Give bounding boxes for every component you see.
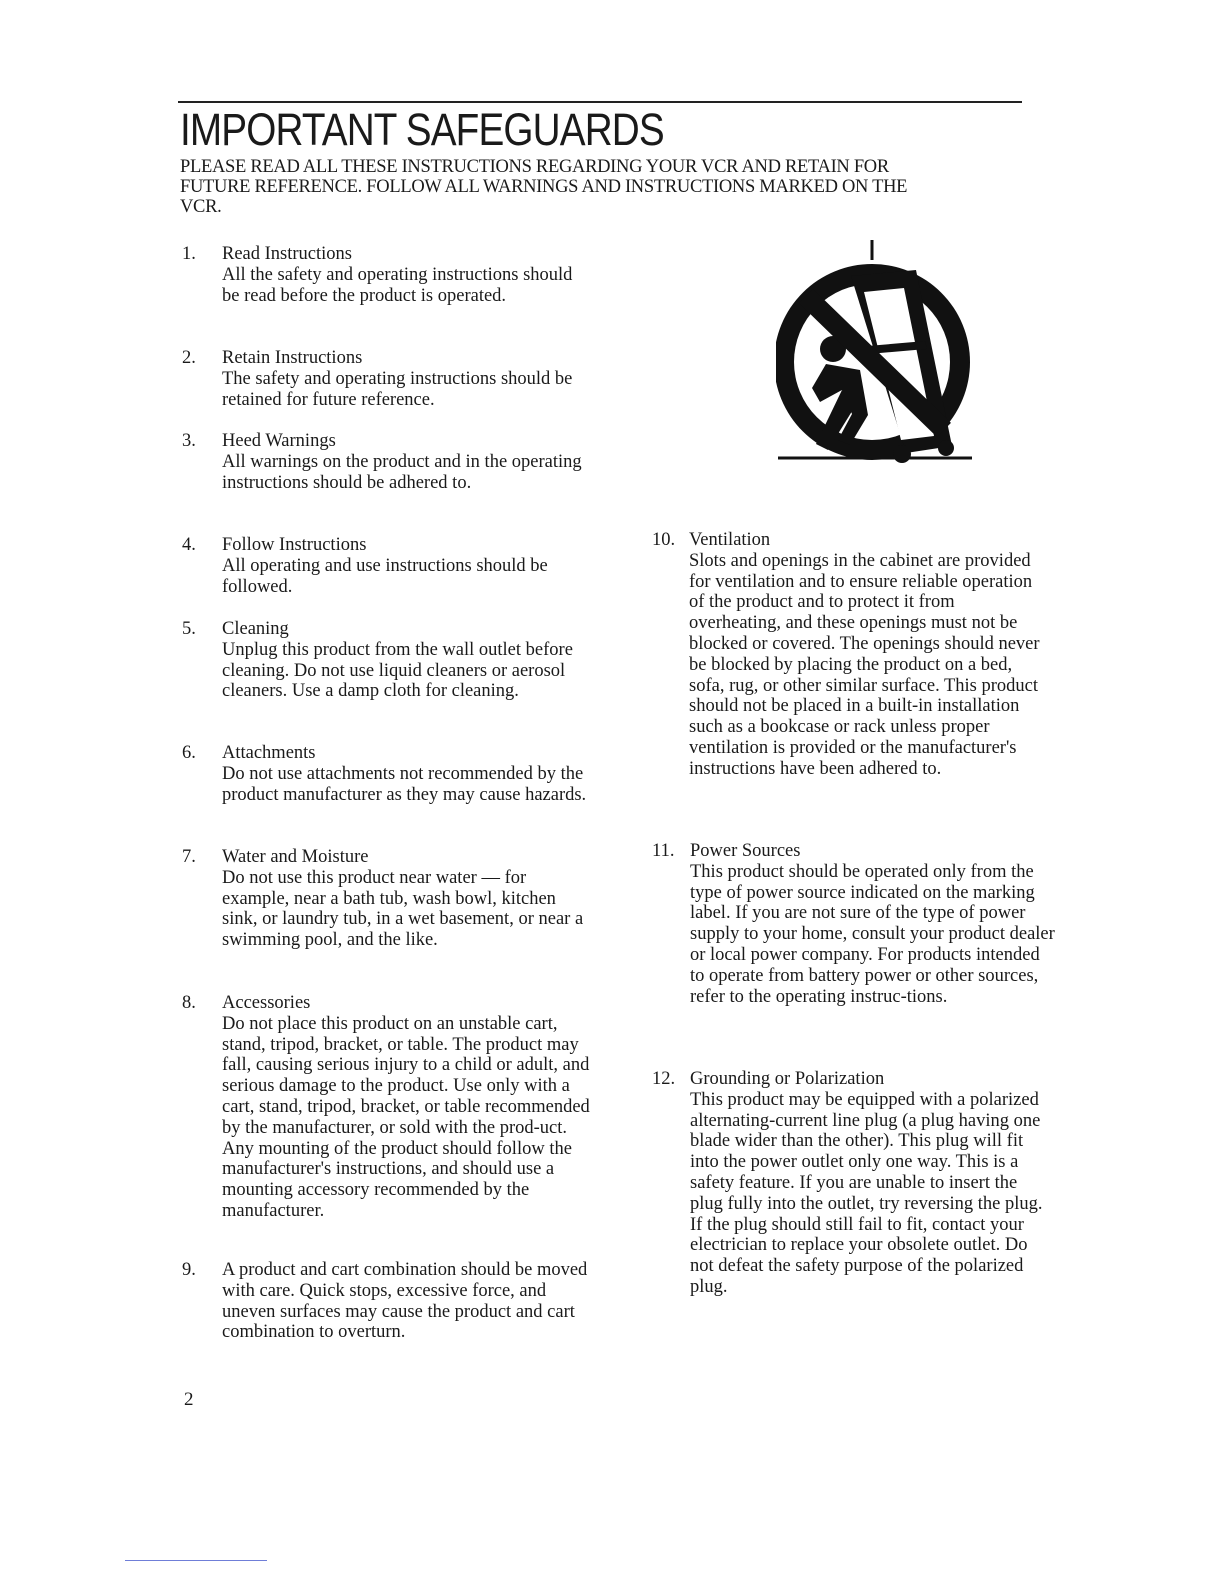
item-number: 8.: [182, 993, 196, 1013]
item-heading: Retain Instructions: [222, 348, 363, 368]
top-rule: [178, 101, 1022, 103]
item-number: 3.: [182, 431, 196, 451]
item-number: 9.: [182, 1260, 196, 1280]
item-text: Slots and openings in the cabinet are provided for ventilation and to ensure reliable operation of the product and to protect it from overheating, and these openings must not be blocked or covered. The openings should never be blocked by placing the product on a bed, sofa, rug, or other similar surface. This product should not be placed in a built-in installation such as a bookcase or rack unless proper ventilation is provided or the manufacturer's instructions have been adhered to.: [689, 550, 1040, 779]
item-heading: Power Sources: [690, 841, 801, 861]
item-text: Unplug this product from the wall outlet before cleaning. Do not use liquid cleaners or aerosol cleaners. Use a damp cloth for cleaning.: [222, 639, 573, 702]
item-heading: Accessories: [222, 993, 311, 1013]
item-text: Do not use this product near water — for example, near a bath tub, wash bowl, kitchen sink, or laundry tub, in a wet basement, or near a swimming pool, and the like.: [222, 867, 584, 951]
item-number: 2.: [182, 348, 196, 368]
item-number: 1.: [182, 244, 196, 264]
item-number: 6.: [182, 743, 196, 763]
item-heading: Cleaning: [222, 619, 289, 639]
item-heading: Follow Instructions: [222, 535, 367, 555]
item-heading: Read Instructions: [222, 244, 352, 264]
item-number: 11.: [652, 841, 675, 861]
item-heading: Attachments: [222, 743, 316, 763]
item-heading: Grounding or Polarization: [690, 1069, 885, 1089]
item-text: Do not place this product on an unstable cart, stand, tripod, bracket, or table. The product may fall, causing serious injury to a child or adult, and serious damage to the product. Use only with a cart, stand, tripod, bracket, or table recommended by the manufacturer, or sold with the prod-uct. Any mounting of the product should follow the manufacturer's instructions, and should use a mounting accessory recommended by the manufacturer.: [222, 1013, 590, 1221]
intro-line-2: FUTURE REFERENCE. FOLLOW ALL WARNINGS AND INSTRUCTIONS MARKED ON THE: [180, 177, 908, 197]
item-text: The safety and operating instructions should be retained for future reference.: [222, 368, 573, 410]
item-number: 12.: [652, 1069, 676, 1089]
intro-line-3: VCR.: [180, 197, 222, 217]
item-number: 5.: [182, 619, 196, 639]
item-number: 7.: [182, 847, 196, 867]
item-heading: Ventilation: [689, 530, 771, 550]
page-number: 2: [184, 1389, 194, 1410]
bottom-rule: [125, 1560, 267, 1561]
intro-text: [180, 157, 1040, 217]
item-text: Do not use attachments not recommended by the product manufacturer as they may cause hazards.: [222, 763, 587, 805]
item-text: All operating and use instructions should be followed.: [222, 555, 548, 597]
intro-line-1: PLEASE READ ALL THESE INSTRUCTIONS REGARDING YOUR VCR AND RETAIN FOR: [180, 157, 889, 177]
page-title: IMPORTANT SAFEGUARDS: [180, 104, 664, 155]
item-number: 10.: [652, 530, 676, 550]
cart-tip-over-warning-icon: [776, 240, 972, 480]
item-text: A product and cart combination should be moved with care. Quick stops, excessive force, and uneven surfaces may cause the product and cart combination to overturn.: [222, 1260, 588, 1343]
item-text: All warnings on the product and in the operating instructions should be adhered to.: [222, 451, 582, 493]
item-heading: Heed Warnings: [222, 431, 336, 451]
item-text: All the safety and operating instructions should be read before the product is operated.: [222, 264, 573, 306]
item-text: This product should be operated only from the type of power source indicated on the marking label. If you are not sure of the type of power supply to your home, consult your product dealer or local power company. For products intended to operate from battery power or other sources, refer to the operating instruc-tions.: [690, 861, 1055, 1007]
item-number: 4.: [182, 535, 196, 555]
item-text: This product may be equipped with a polarized alternating-current line plug (a plug having one blade wider than the other). This plug will fit into the power outlet only one way. This is a safety feature. If you are unable to insert the plug fully into the outlet, try reversing the plug. If the plug should still fail to fit, contact your electrician to replace your obsolete outlet. Do not defeat the safety purpose of the polarized plug.: [690, 1089, 1043, 1297]
item-heading: Water and Moisture: [222, 847, 369, 867]
